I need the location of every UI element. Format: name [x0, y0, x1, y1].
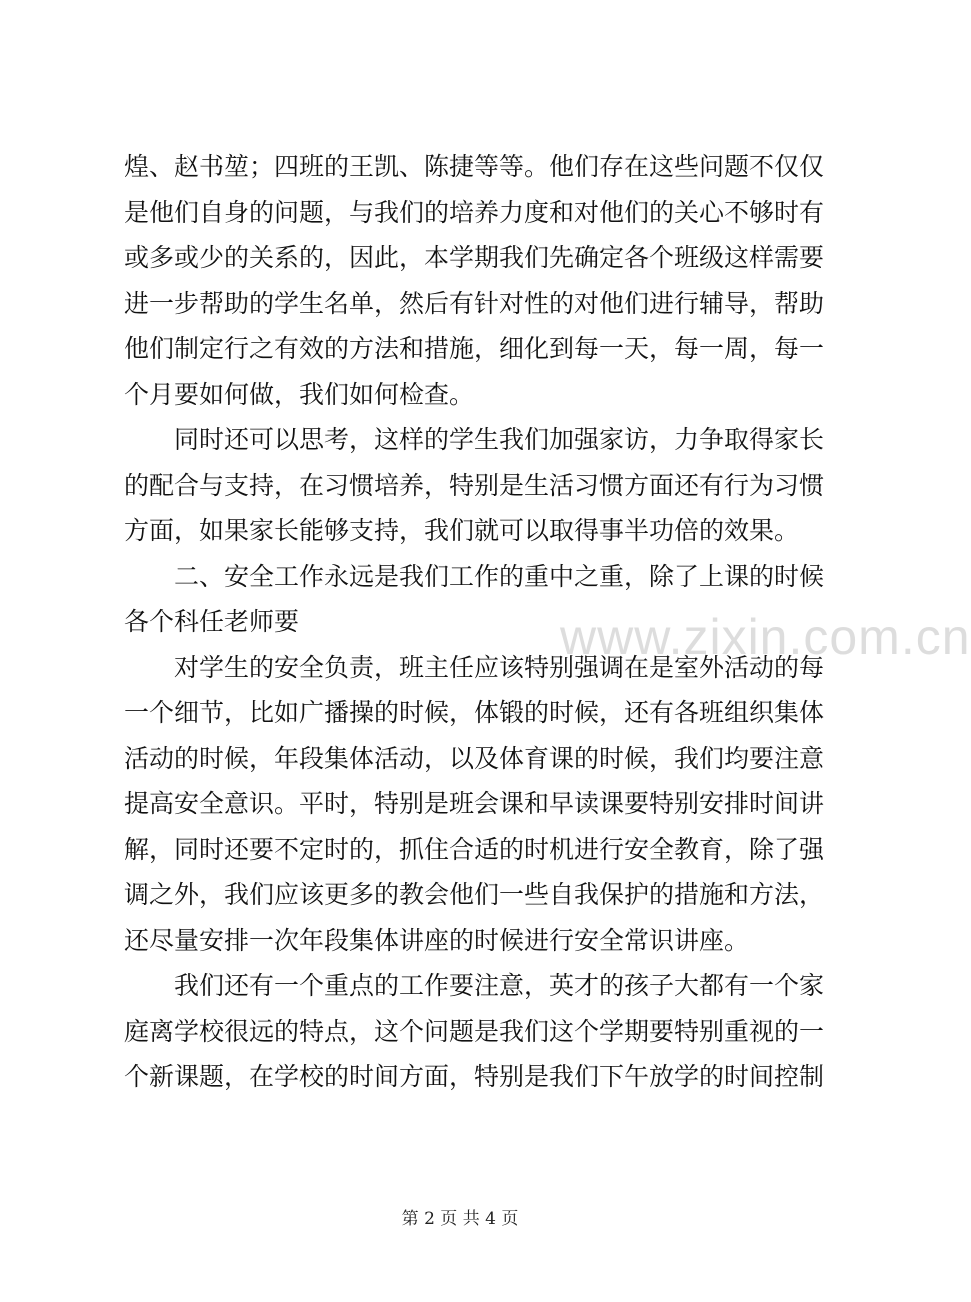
text-line: 是他们自身的问题，与我们的培养力度和对他们的关心不够时有 — [124, 197, 825, 227]
text-line: 一个细节，比如广播操的时候，体锻的时候，还有各班组织集体 — [124, 698, 825, 727]
text-line: 各个科任老师要 — [124, 607, 300, 636]
text-line: 解，同时还要不定时的，抓住合适的时机进行安全教育，除了强 — [124, 834, 825, 864]
text-line: 庭离学校很远的特点，这个问题是我们这个学期要特别重视的一 — [124, 1016, 825, 1046]
page-number-footer: 第 2 页 共 4 页 — [401, 1209, 519, 1229]
text-line: 或多或少的关系的，因此，本学期我们先确定各个班级这样需要 — [124, 243, 825, 272]
text-line: 我们还有一个重点的工作要注意，英才的孩子大都有一个家 — [174, 971, 825, 1000]
text-line: 调之外，我们应该更多的教会他们一些自我保护的措施和方法， — [124, 880, 825, 909]
text-line: 方面，如果家长能够支持，我们就可以取得事半功倍的效果。 — [124, 516, 800, 545]
text-line: 同时还可以思考，这样的学生我们加强家访，力争取得家长 — [174, 425, 825, 454]
text-line: 还尽量安排一次年段集体讲座的时候进行安全常识讲座。 — [124, 925, 750, 955]
text-line: 进一步帮助的学生名单，然后有针对性的对他们进行辅导，帮助 — [124, 288, 825, 318]
text-line: 活动的时候，年段集体活动，以及体育课的时候，我们均要注意 — [124, 743, 825, 773]
text-line: 个月要如何做，我们如何检查。 — [124, 379, 475, 409]
watermark: www.zixin.com.cn — [560, 609, 971, 665]
text-line: 他们制定行之有效的方法和措施，细化到每一天，每一周，每一 — [124, 334, 825, 363]
text-line: 提高安全意识。平时，特别是班会课和早读课要特别安排时间讲 — [124, 789, 825, 818]
text-line: 对学生的安全负责，班主任应该特别强调在是室外活动的每 — [174, 652, 825, 682]
text-line: 煌、赵书堃；四班的王凯、陈捷等等。他们存在这些问题不仅仅 — [124, 152, 825, 181]
text-line: 的配合与支持，在习惯培养，特别是生活习惯方面还有行为习惯 — [124, 470, 825, 500]
text-line: 二、安全工作永远是我们工作的重中之重，除了上课的时候 — [174, 561, 825, 591]
text-line: 个新课题，在学校的时间方面，特别是我们下午放学的时间控制 — [124, 1062, 825, 1091]
